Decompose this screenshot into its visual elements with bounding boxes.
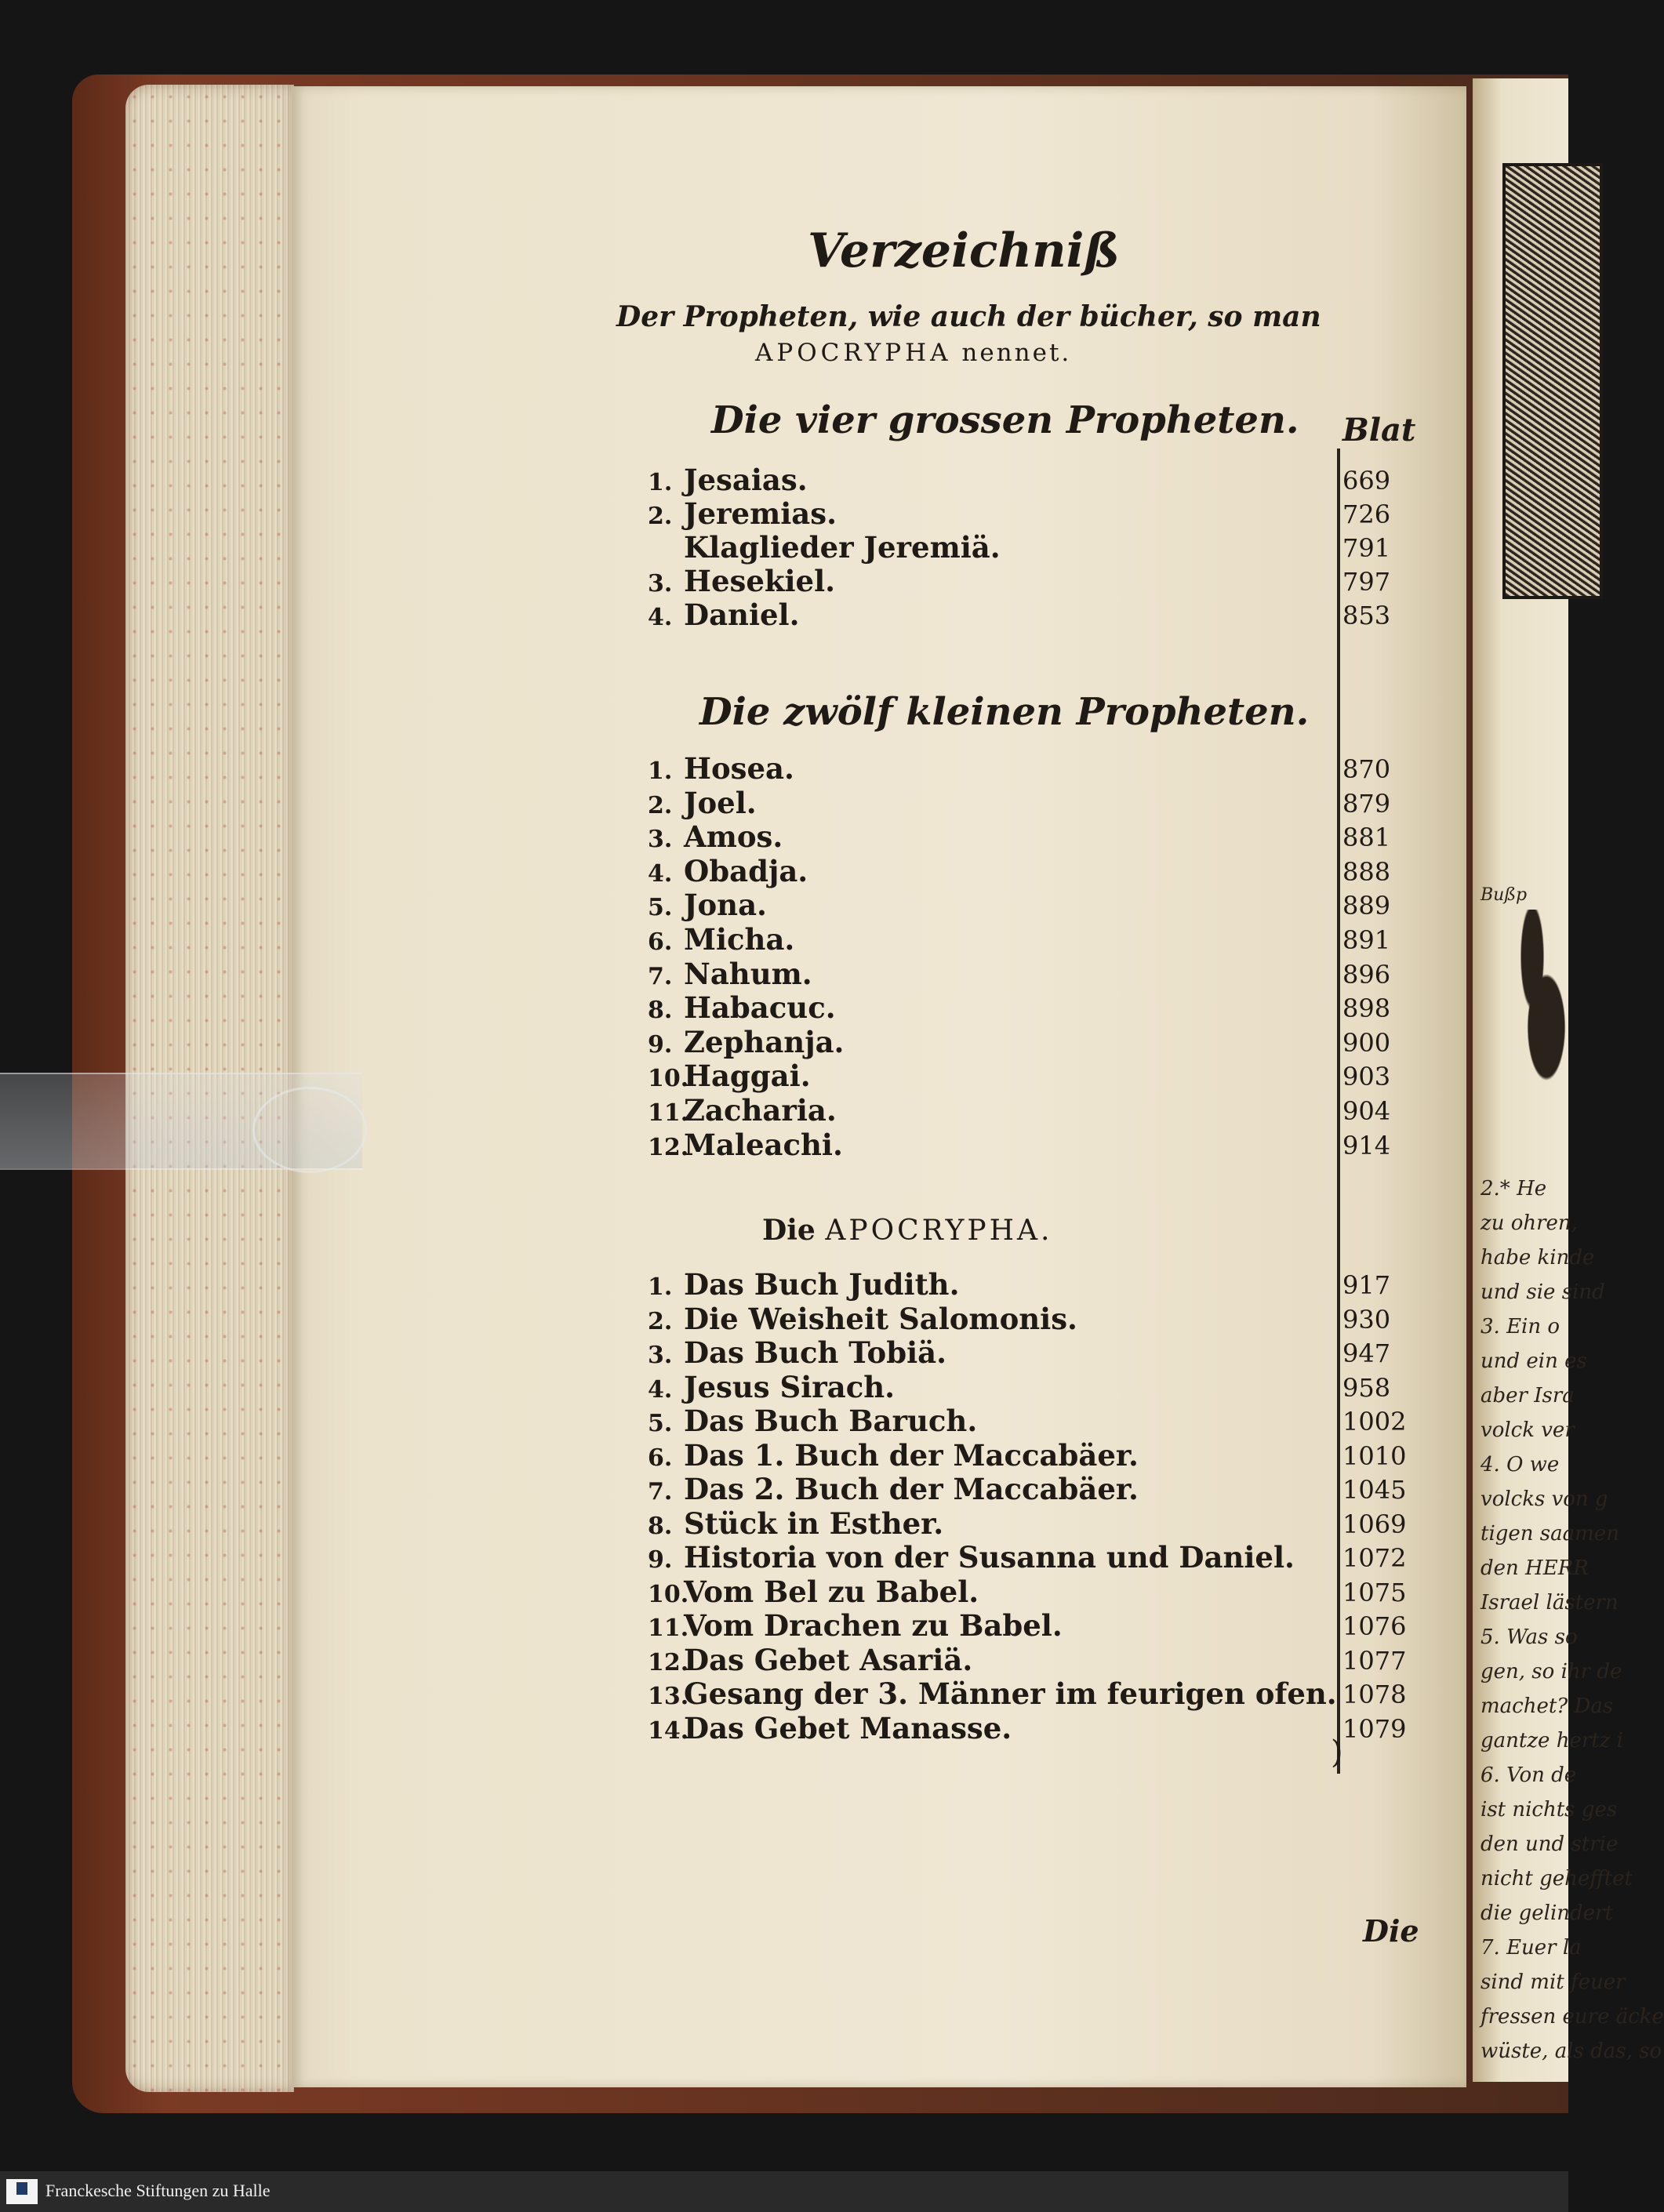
closing-brace: ): [1331, 1734, 1343, 1771]
item-title: Klaglieder Jeremiä.: [684, 530, 1001, 565]
right-page-line: und sie sind: [1481, 1280, 1605, 1304]
subtitle-line-1: Der Propheten, wie auch der bücher, so man: [616, 300, 1321, 333]
item-number: 8.: [648, 997, 673, 1025]
item-title: Das Gebet Manasse.: [684, 1710, 1012, 1745]
list-item: [648, 888, 767, 922]
item-title: Jesaias.: [684, 463, 808, 497]
item-number: 12.: [648, 1133, 689, 1161]
item-page-number: 1075: [1342, 1577, 1407, 1607]
item-page-number: 914: [1342, 1130, 1391, 1160]
item-page-number: 791: [1342, 533, 1391, 563]
item-number: 2.: [648, 1307, 673, 1335]
list-item: [648, 854, 808, 888]
list-item: [648, 957, 812, 991]
right-page-line: nicht gehefftet: [1481, 1867, 1633, 1891]
list-item: [648, 597, 800, 632]
item-number: 11.: [648, 1615, 689, 1642]
item-page-number: 900: [1342, 1027, 1391, 1058]
item-title: Historia von der Susanna und Daniel.: [684, 1540, 1295, 1575]
item-number: 11.: [648, 1099, 689, 1127]
list-item: [648, 1093, 837, 1128]
list-item: [648, 463, 808, 497]
item-page-number: 1069: [1342, 1509, 1407, 1539]
item-page-number: 853: [1342, 601, 1391, 630]
right-page-text: [1481, 885, 1664, 2069]
list-item: [648, 990, 836, 1025]
list-item: [648, 819, 783, 854]
subtitle-line-2: [755, 339, 1071, 367]
right-page-line: den HERR: [1481, 1556, 1589, 1580]
subtitle-apocrypha: APOCRYPHA: [755, 339, 952, 367]
list-item: [648, 1575, 979, 1609]
right-page-line: zu ohren,: [1481, 1211, 1578, 1235]
item-title: Das Buch Baruch.: [684, 1404, 978, 1438]
page-title: Verzeichniß: [808, 223, 1121, 278]
list-item: [648, 1335, 946, 1370]
item-number: 13.: [648, 1683, 689, 1710]
item-number: 1.: [648, 1273, 673, 1301]
item-number: 7.: [648, 962, 673, 990]
item-number: 3.: [648, 1342, 673, 1369]
item-number: 8.: [648, 1512, 673, 1540]
item-page-number: 879: [1342, 788, 1391, 819]
list-item: [648, 1404, 977, 1438]
catchword: Die: [1363, 1913, 1419, 1949]
list-item: [648, 751, 794, 786]
right-page-line: volcks von g: [1481, 1487, 1608, 1511]
right-page-line: gen, so ihr de: [1481, 1660, 1622, 1684]
item-title: Obadja.: [684, 853, 808, 888]
item-number: 2.: [648, 791, 673, 819]
item-title: Nahum.: [684, 956, 812, 991]
item-title: Jona.: [684, 888, 767, 923]
list-item: [648, 1267, 959, 1302]
item-title: Hosea.: [684, 751, 794, 786]
item-number: 6.: [648, 928, 673, 956]
item-title: Jesus Sirach.: [684, 1369, 896, 1404]
list-item: [648, 786, 757, 820]
right-page-line: fressen eure äcke: [1481, 2005, 1664, 2029]
item-page-number: 1045: [1342, 1475, 1407, 1505]
right-page-line: 7. Euer la: [1481, 1936, 1582, 1960]
apocrypha-heading-main: APOCRYPHA.: [825, 1215, 1053, 1247]
item-page-number: 898: [1342, 993, 1391, 1024]
right-page-line: 3. Ein o: [1481, 1315, 1560, 1338]
list-item: [648, 922, 794, 957]
right-page-line: habe kinde: [1481, 1246, 1595, 1269]
footer-bar: [0, 2171, 1568, 2212]
item-title: Vom Drachen zu Babel.: [684, 1608, 1063, 1643]
list-item: [648, 1711, 1012, 1745]
right-page-line: Bußp: [1481, 885, 1528, 905]
item-page-number: 891: [1342, 925, 1391, 955]
list-item: [648, 1025, 844, 1059]
right-page-line: aber Isra: [1481, 1384, 1575, 1407]
item-number: 2.: [648, 503, 673, 530]
item-page-number: 870: [1342, 754, 1391, 784]
apocrypha-heading-prefix: Die: [762, 1214, 816, 1247]
item-number: 3.: [648, 826, 673, 854]
book-clip-loop: [253, 1087, 367, 1173]
right-page-line: den und strie: [1481, 1832, 1619, 1856]
item-number: 10.: [648, 1580, 689, 1608]
item-title: Das Gebet Asariä.: [684, 1642, 973, 1677]
section-heading-apocrypha: [762, 1214, 1052, 1247]
item-title: Daniel.: [684, 597, 800, 632]
item-title: Stück in Esther.: [684, 1506, 944, 1541]
item-number: 3.: [648, 570, 673, 597]
item-page-number: 1010: [1342, 1440, 1407, 1471]
item-title: Habacuc.: [684, 990, 836, 1026]
list-item: [648, 564, 835, 598]
right-page-line: sind mit feuer: [1481, 1970, 1626, 1994]
item-page-number: 917: [1342, 1270, 1391, 1300]
item-page-number: 1079: [1342, 1713, 1407, 1744]
list-item: [648, 1128, 843, 1162]
right-page-line: wüste, als das, so: [1481, 2039, 1662, 2063]
item-page-number: 1077: [1342, 1645, 1407, 1676]
subtitle-nennet: nennet.: [961, 339, 1072, 367]
right-page: [1473, 78, 1664, 2082]
item-page-number: 947: [1342, 1338, 1391, 1368]
column-header-blat: Blat: [1342, 412, 1416, 449]
item-page-number: 958: [1342, 1372, 1391, 1403]
list-item: [648, 1472, 1139, 1506]
item-page-number: 1072: [1342, 1543, 1407, 1573]
item-title: Jeremias.: [684, 496, 837, 531]
item-page-number: 1078: [1342, 1680, 1407, 1709]
item-number: 5.: [648, 894, 673, 922]
item-title: Vom Bel zu Babel.: [684, 1574, 979, 1609]
list-item: [648, 1506, 943, 1541]
item-title: Haggai.: [684, 1059, 811, 1094]
right-page-line: Israel lästern: [1481, 1591, 1619, 1615]
item-title: Joel.: [684, 785, 757, 820]
item-number: 4.: [648, 604, 673, 631]
right-page-line: volck ver: [1481, 1418, 1575, 1442]
right-page-line: ist nichts ges: [1481, 1798, 1618, 1822]
item-number: 6.: [648, 1444, 673, 1472]
item-number: 12.: [648, 1648, 689, 1676]
item-page-number: 896: [1342, 959, 1391, 990]
item-page-number: 888: [1342, 856, 1391, 887]
right-page-line: machet? Das: [1481, 1694, 1614, 1718]
item-title: Amos.: [684, 819, 783, 855]
list-item: [648, 1608, 1063, 1643]
item-title: Hesekiel.: [684, 564, 836, 598]
item-number: 9.: [648, 1546, 673, 1574]
item-number: 10.: [648, 1065, 689, 1093]
item-title: Die Weisheit Salomonis.: [684, 1301, 1077, 1336]
decorative-initial: [1504, 910, 1575, 1145]
list-item: [648, 1059, 811, 1093]
list-item: [648, 1676, 1337, 1711]
right-page-line: 5. Was so: [1481, 1625, 1578, 1649]
item-number: 1.: [648, 757, 673, 785]
item-page-number: 726: [1342, 499, 1391, 529]
footer-text: Franckesche Stiftungen zu Halle: [45, 2181, 271, 2200]
item-number: 4.: [648, 859, 673, 888]
item-title: Maleachi.: [684, 1127, 843, 1162]
item-page-number: 1002: [1342, 1407, 1407, 1437]
list-item: [648, 1370, 895, 1404]
right-page-line: die gelindert: [1481, 1901, 1613, 1925]
left-page: [292, 86, 1466, 2087]
section-heading-minor-prophets: Die zwölf kleinen Propheten.: [699, 690, 1310, 734]
column-divider: [1337, 449, 1340, 1774]
item-title: Zephanja.: [684, 1024, 845, 1059]
list-item: [648, 496, 837, 531]
item-number: 7.: [648, 1478, 673, 1506]
item-number: 9.: [648, 1030, 673, 1059]
item-title: Das Buch Judith.: [684, 1267, 960, 1302]
section-heading-major-prophets: Die vier grossen Propheten.: [711, 398, 1299, 442]
right-page-line: 6. Von de: [1481, 1763, 1577, 1787]
item-title: Das 1. Buch der Maccabäer.: [684, 1437, 1139, 1473]
woodcut-illustration: [1502, 163, 1603, 599]
right-page-line: gantze hertz i: [1481, 1729, 1623, 1753]
list-item: [648, 1438, 1139, 1473]
item-title: Das 2. Buch der Maccabäer.: [684, 1472, 1139, 1506]
item-page-number: 1076: [1342, 1611, 1407, 1641]
item-page-number: 797: [1342, 567, 1391, 597]
item-page-number: 889: [1342, 891, 1391, 921]
item-number: 14.: [648, 1716, 689, 1745]
list-item: [648, 1302, 1077, 1336]
right-page-line: 2.* He: [1481, 1177, 1547, 1200]
item-page-number: 881: [1342, 823, 1391, 853]
list-item: [648, 1643, 972, 1677]
item-page-number: 669: [1342, 466, 1391, 496]
item-number: 4.: [648, 1375, 673, 1404]
item-number: 1.: [648, 469, 673, 496]
item-number: 5.: [648, 1410, 673, 1437]
item-title: Micha.: [684, 922, 795, 957]
list-item: [648, 1540, 1295, 1575]
item-title: Gesang der 3. Männer im feurigen ofen.: [684, 1676, 1337, 1711]
item-title: Zacharia.: [684, 1093, 837, 1128]
item-page-number: 930: [1342, 1304, 1391, 1335]
item-page-number: 903: [1342, 1062, 1391, 1092]
item-title: Das Buch Tobiä.: [684, 1335, 947, 1370]
item-page-number: 904: [1342, 1096, 1391, 1126]
institution-logo-icon: [6, 2179, 38, 2204]
right-page-line: 4. O we: [1481, 1453, 1560, 1476]
right-page-line: tigen saamen: [1481, 1522, 1619, 1545]
right-page-line: und ein es: [1481, 1349, 1587, 1373]
list-item: [648, 530, 1001, 565]
